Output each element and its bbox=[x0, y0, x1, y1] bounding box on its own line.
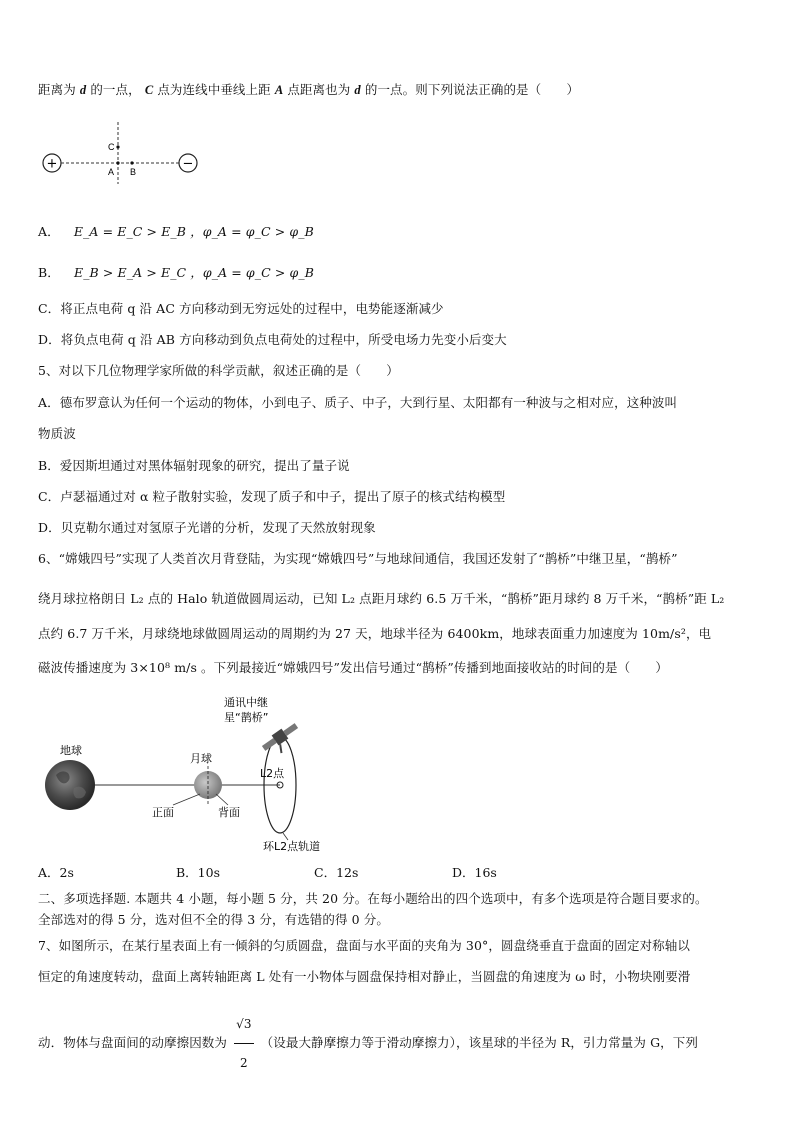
relay-satellite-icon bbox=[260, 721, 304, 760]
label-c: C bbox=[108, 142, 115, 152]
var-d: d bbox=[79, 83, 87, 97]
q6-line2: 绕月球拉格朗日 L₂ 点的 Halo 轨道做圆周运动，已知 L₂ 点距月球约 6.5 万千米，“鹊桥”距月球约 8 万千米，“鹊桥”距 L₂ bbox=[38, 591, 725, 606]
q7-line3-part-a: 动．物体与盘面间的动摩擦因数为 bbox=[38, 1035, 228, 1050]
q7-line3 bbox=[38, 1005, 698, 1082]
q7-line3-part-b: （设最大静摩擦力等于滑动摩擦力），该星球的半径为 R，引力常量为 G，下列 bbox=[260, 1035, 698, 1050]
q4-option-a-prefix: A． bbox=[38, 224, 60, 239]
intro-text-1: 距离为 bbox=[38, 82, 76, 97]
earth-moon-relay-figure bbox=[38, 690, 378, 860]
minus-charge-symbol: − bbox=[182, 156, 194, 172]
q5-option-c: C．卢瑟福通过对 α 粒子散射实验，发现了质子和中子，提出了原子的核式结构模型 bbox=[38, 489, 506, 504]
q6-line3: 点约 6.7 万千米，月球绕地球做圆周运动的周期约为 27 天，地球半径为 6400km，地球表面重力加速度为 10m/s²，电 bbox=[38, 626, 712, 641]
fraction-numerator: √3 bbox=[234, 1005, 253, 1044]
q6-option-b: B．10s bbox=[176, 865, 221, 880]
q4-option-c: C．将正点电荷 q 沿 AC 方向移动到无穷远处的过程中，电势能逐渐减少 bbox=[38, 301, 444, 316]
q6-line1: 6、“嫦娥四号”实现了人类首次月背登陆，为实现“嫦娥四号”与地球间通信，我国还发射了“鹊桥”中继卫星，“鹊桥” bbox=[38, 551, 678, 566]
intro-line bbox=[38, 81, 579, 99]
section2-line2: 全部选对的得 5 分，选对但不全的得 3 分，有选错的得 0 分。 bbox=[38, 912, 389, 927]
l2-point-label: L2点 bbox=[260, 767, 285, 780]
q5-option-b: B．爱因斯坦通过对黑体辐射现象的研究，提出了量子说 bbox=[38, 458, 350, 473]
intro-text-2: 的一点， bbox=[90, 82, 141, 97]
label-b: B bbox=[130, 167, 137, 177]
intro-text-3: 点为连线中垂线上距 bbox=[157, 82, 271, 97]
q5-option-d: D．贝克勒尔通过对氢原子光谱的分析，发现了天然放射现象 bbox=[38, 520, 376, 535]
q4-option-d: D．将负点电荷 q 沿 AB 方向移动到负点电荷处的过程中，所受电场力先变小后变大 bbox=[38, 332, 507, 347]
relay-label-line2: 星“鹊桥” bbox=[224, 711, 269, 724]
q7-line2: 恒定的角速度转动，盘面上离转轴距离 L 处有一小物体与圆盘保持相对静止，当圆盘的角速度为 ω 时，小物块刚要滑 bbox=[38, 969, 691, 984]
plus-charge-symbol: + bbox=[46, 156, 58, 172]
q6-option-a: A．2s bbox=[38, 865, 74, 880]
q5-stem: 5、对以下几位物理学家所做的科学贡献，叙述正确的是（ ） bbox=[38, 363, 399, 378]
fraction-denominator: 2 bbox=[239, 1056, 248, 1070]
q5-option-a-line1: A．德布罗意认为任何一个运动的物体，小到电子、质子、中子，大到行星、太阳都有一种波与之相对应，这种波叫 bbox=[38, 395, 678, 410]
q4-option-b bbox=[38, 264, 314, 282]
intro-text-5: 的一点。则下列说法正确的是（ ） bbox=[364, 82, 580, 97]
section2-line1: 二、多项选择题. 本题共 4 小题，每小题 5 分，共 20 分。在每小题给出的四个选项中，有多个选项是符合题目要求的。 bbox=[38, 891, 708, 906]
q4-option-a-expr: E_A = E_C > E_B ，φ_A = φ_C > φ_B bbox=[73, 224, 314, 239]
q6-line4: 磁波传播速度为 3×10⁸ m/s 。下列最接近“嫦娥四号”发出信号通过“鹊桥”传播到地面接收站的时间的是（ ） bbox=[38, 660, 669, 675]
var-c: C bbox=[144, 83, 154, 97]
label-a: A bbox=[108, 167, 115, 177]
q4-option-b-prefix: B． bbox=[38, 265, 60, 280]
var-d2: d bbox=[354, 83, 361, 97]
charges-figure bbox=[38, 120, 208, 185]
q6-option-c: C．12s bbox=[314, 865, 359, 880]
q4-option-a bbox=[38, 223, 314, 241]
q4-option-b-expr: E_B > E_A > E_C ，φ_A = φ_C > φ_B bbox=[73, 265, 315, 280]
back-side-label: 背面 bbox=[218, 806, 240, 819]
friction-coefficient-fraction bbox=[234, 1005, 253, 1082]
relay-label-line1: 通讯中继 bbox=[224, 696, 268, 709]
intro-text-4: 点距离也为 bbox=[287, 82, 351, 97]
earth-graphic bbox=[45, 760, 95, 810]
q6-option-d: D．16s bbox=[452, 865, 497, 880]
front-side-label: 正面 bbox=[152, 806, 174, 819]
orbit-label: 环L2点轨道 bbox=[263, 840, 321, 853]
q5-option-a-line2: 物质波 bbox=[38, 426, 76, 441]
earth-label: 地球 bbox=[60, 744, 82, 757]
moon-label: 月球 bbox=[190, 752, 212, 765]
var-a: A bbox=[274, 83, 284, 97]
q7-line1: 7、如图所示，在某行星表面上有一倾斜的匀质圆盘，盘面与水平面的夹角为 30°，圆盘绕垂直于盘面的固定对称轴以 bbox=[38, 938, 690, 953]
